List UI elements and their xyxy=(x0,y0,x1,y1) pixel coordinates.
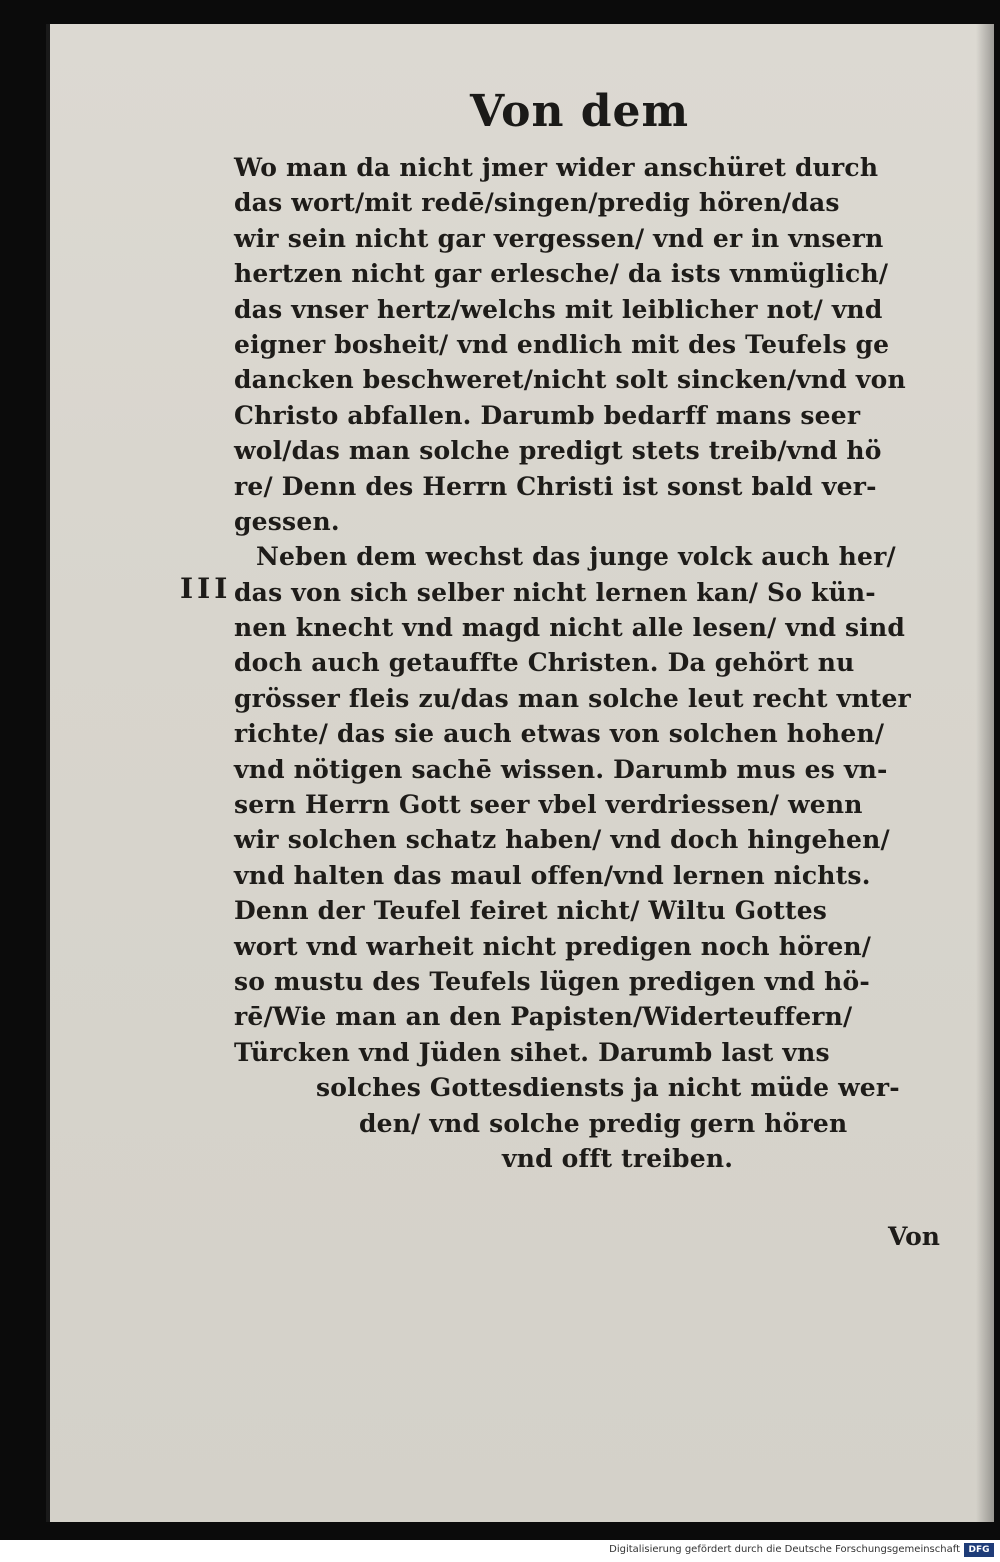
text-line: eigner bosheit/ vnd endlich mit des Teufels ge xyxy=(234,329,890,359)
text-line: das vnser hertz/welchs mit leiblicher not/ vnd xyxy=(234,294,883,324)
text-line: solches Gottesdiensts ja nicht müde wer- xyxy=(316,1073,900,1103)
text-line: dancken beschweret/nicht solt sincken/vnd von xyxy=(234,365,906,395)
text-line: Christo abfallen. Darumb bedarff mans seer xyxy=(234,400,861,430)
text-line: hertzen nicht gar erlesche/ da ists vnmüglich/ xyxy=(234,259,889,289)
dfg-logo: DFG xyxy=(964,1543,994,1557)
text-line: doch auch getauffte Christen. Da gehört nu xyxy=(234,648,855,678)
text-line: nen knecht vnd magd nicht alle lesen/ vnd sind xyxy=(234,613,906,643)
text-line: den/ vnd solche predig gern hören xyxy=(359,1108,848,1138)
text-line: richte/ das sie auch etwas von solchen hohen/ xyxy=(234,719,885,749)
footer xyxy=(0,1540,1000,1562)
text-line: rē/Wie man an den Papisten/Widerteuffern/ xyxy=(234,1002,853,1032)
text-line: das wort/mit redē/singen/predig hören/das xyxy=(234,188,840,218)
text-line: Denn der Teufel feiret nicht/ Wiltu Gottes xyxy=(234,896,828,926)
footer-credit: Digitalisierung gefördert durch die Deutsche Forschungsgemeinschaft xyxy=(609,1544,960,1555)
text-line: sern Herrn Gott seer vbel verdriessen/ wenn xyxy=(234,790,863,820)
text-line: wol/das man solche predigt stets treib/vnd hö xyxy=(234,436,882,466)
text-line: vnd halten das maul offen/vnd lernen nichts. xyxy=(234,860,871,890)
page-edge-shadow xyxy=(976,24,994,1522)
section-number: III xyxy=(180,572,232,605)
text-line: re/ Denn des Herrn Christi ist sonst bald ver- xyxy=(234,471,877,501)
text-line: Neben dem wechst das junge volck auch her/ xyxy=(256,542,896,572)
running-head: Von dem xyxy=(470,86,690,137)
text-line: vnd nötigen sachē wissen. Darumb mus es vn- xyxy=(234,754,888,784)
catchword: Von xyxy=(888,1222,940,1251)
text-line: gessen. xyxy=(234,506,340,536)
text-line: das von sich selber nicht lernen kan/ So kün- xyxy=(234,577,876,607)
text-line: so mustu des Teufels lügen predigen vnd hö- xyxy=(234,966,870,996)
body-text xyxy=(234,150,964,1176)
text-line: wir sein nicht gar vergessen/ vnd er in vnsern xyxy=(234,223,884,253)
text-line: Türcken vnd Jüden sihet. Darumb last vns xyxy=(234,1037,830,1067)
text-line: wort vnd warheit nicht predigen noch hören/ xyxy=(234,931,872,961)
text-line: grösser fleis zu/das man solche leut recht vnter xyxy=(234,683,911,713)
text-line: Wo man da nicht jmer wider anschüret durch xyxy=(234,153,879,182)
text-line: wir solchen schatz haben/ vnd doch hingehen/ xyxy=(234,825,890,855)
text-line: vnd offt treiben. xyxy=(502,1143,734,1173)
